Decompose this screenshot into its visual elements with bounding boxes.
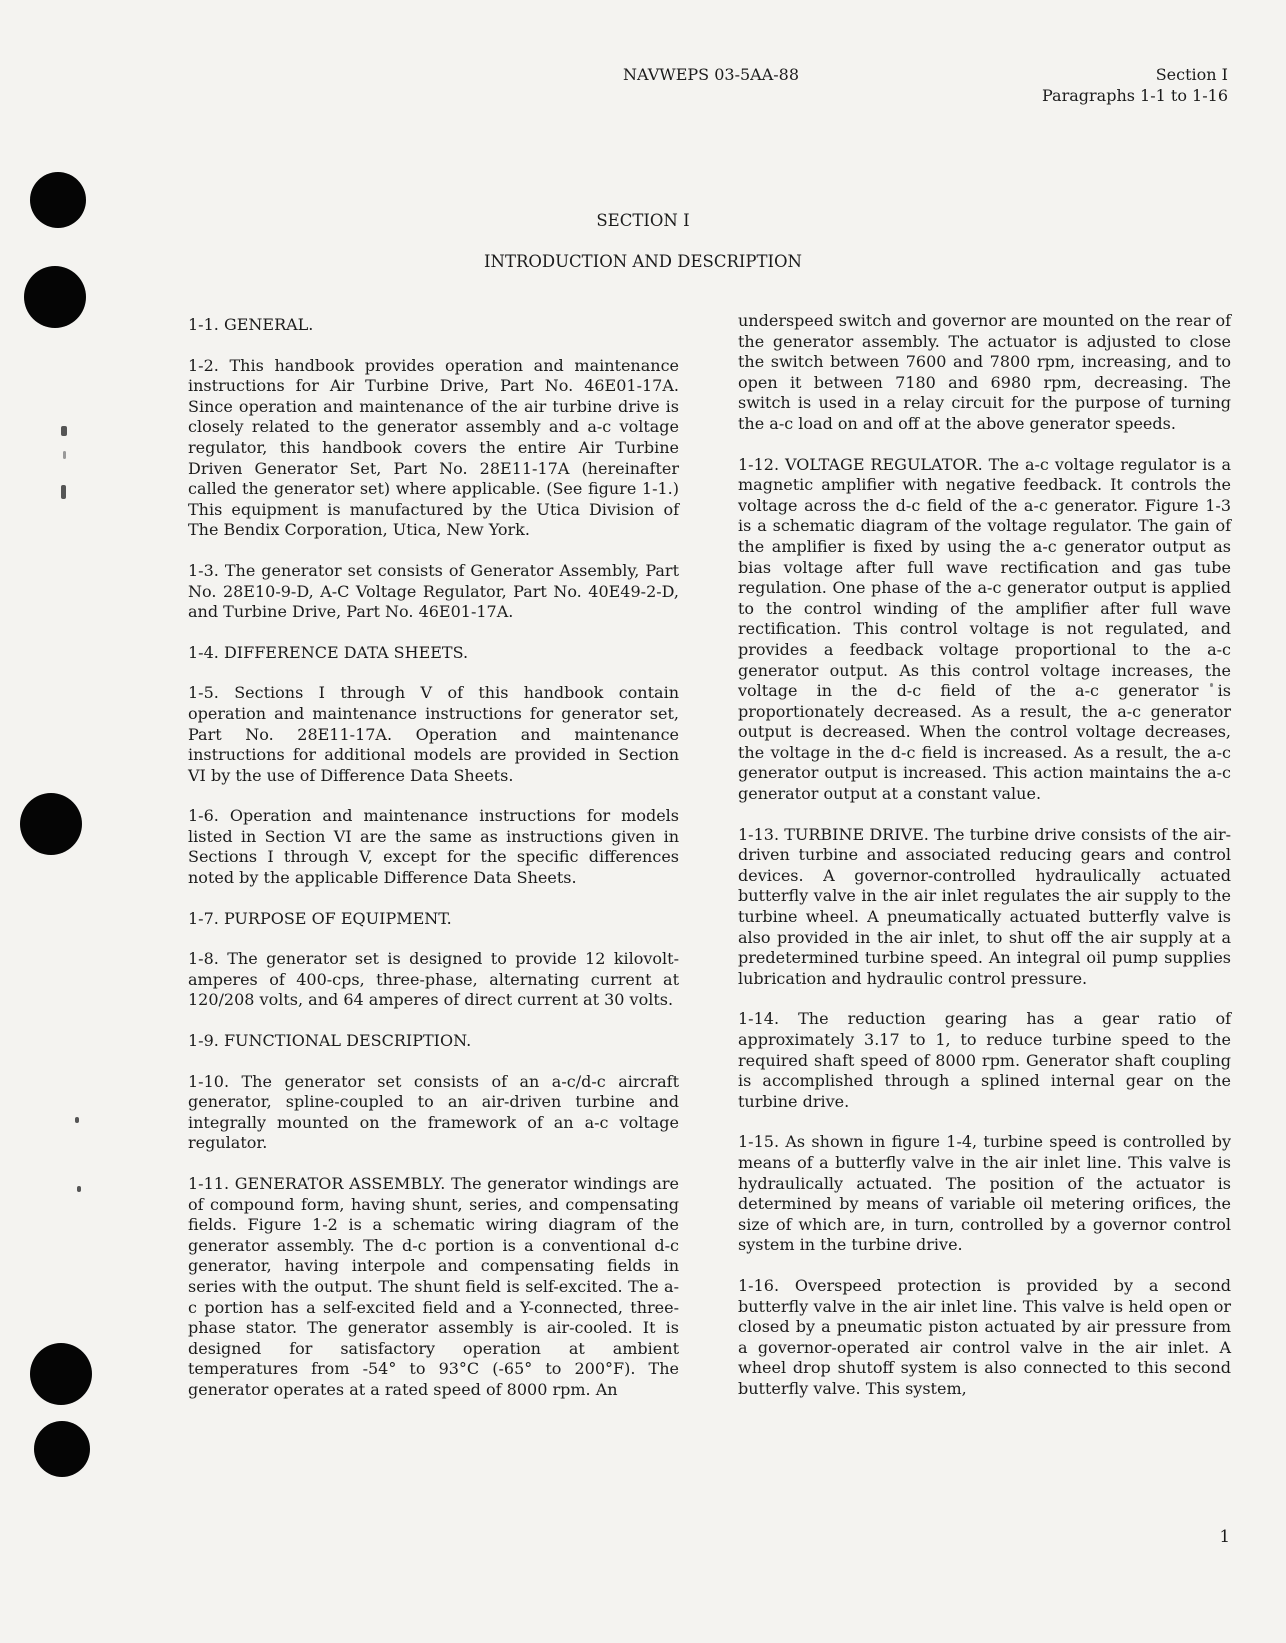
paragraph-1-10: 1-10. The generator set consists of an a-c/d-c aircraft generator, spline-coupled to an air-driven turbine and integrally mounted on the framework of an a-c voltage regulator.	[188, 1071, 679, 1153]
document-number: NAVWEPS 03-5AA-88	[622, 65, 800, 84]
binder-hole-5	[34, 1421, 90, 1477]
binder-hole-3	[20, 793, 82, 855]
paragraph-1-16: 1-16. Overspeed protection is provided by a second butterfly valve in the air inlet line. This valve is held open or closed by a pneumatic piston actuated by air pressure from a governor-operated air control valve in the air inlet. A wheel drop shutoff system is also connected to this second butterfly valve. This system,	[738, 1275, 1231, 1398]
page-number: 1	[1219, 1527, 1230, 1546]
paragraph-1-8: 1-8. The generator set is designed to provide 12 kilovolt-amperes of 400-cps, three-phase, alternating current at 120/208 volts, and 64 amperes of direct current at 30 volts.	[188, 949, 679, 1010]
paragraph-1-13: 1-13. TURBINE DRIVE. The turbine drive consists of the air-driven turbine and associated reducing gears and control devices. A governor-controlled hydraulically actuated butterfly valve in the air inlet regulates the air supply to the turbine wheel. A pneumatically actuated butterfly valve is also provided in the air inlet, to shut off the air supply at a predetermined turbine speed. An integral oil pump supplies lubrication and hydraulic control pressure.	[738, 824, 1231, 988]
paragraph-1-5: 1-5. Sections I through V of this handbook contain operation and maintenance instructions for generator set, Part No. 28E11-17A. Operation and maintenance instructions for additional models are provided in Section VI by the use of Difference Data Sheets.	[188, 683, 679, 785]
paragraph-1-14: 1-14. The reduction gearing has a gear ratio of approximately 3.17 to 1, to reduce turbine speed to the required shaft speed of 8000 rpm. Generator shaft coupling is accomplished through a splined internal gear on the turbine drive.	[738, 1009, 1231, 1111]
scan-speck	[61, 485, 66, 499]
header-section-info	[1042, 64, 1228, 106]
scan-speck	[75, 1117, 79, 1123]
paragraph-1-2: 1-2. This handbook provides operation and maintenance instructions for Air Turbine Drive, Part No. 46E01-17A. Since operation and maintenance of the air turbine drive is closely related to the generator assembly and a-c voltage regulator, this handbook covers the entire Air Turbine Driven Generator Set, Part No. 28E11-17A (hereinafter called the generator set) where applicable. (See figure 1-1.) This equipment is manufactured by the Utica Division of The Bendix Corporation, Utica, New York.	[188, 355, 679, 540]
paragraph-1-3: 1-3. The generator set consists of Generator Assembly, Part No. 28E10-9-D, A-C Voltage Regulator, Part No. 40E49-2-D, and Turbine Drive, Part No. 46E01-17A.	[188, 560, 679, 622]
paragraph-1-6: 1-6. Operation and maintenance instructions for models listed in Section VI are the same as instructions given in Sections I through V, except for the specific differences noted by the applicable Difference Data Sheets.	[188, 806, 679, 888]
section-title: SECTION I	[596, 211, 690, 230]
heading-1-1: 1-1. GENERAL.	[188, 315, 314, 334]
binder-hole-4	[30, 1343, 92, 1405]
paragraph-1-12: 1-12. VOLTAGE REGULATOR. The a-c voltage regulator is a magnetic amplifier with negative feedback. It controls the voltage across the d-c field of the a-c generator. Figure 1-3 is a schematic diagram of the voltage regulator. The gain of the amplifier is fixed by using the a-c generator output as bias voltage after full wave rectification and gas tube regulation. One phase of the a-c generator output is applied to the control winding of the amplifier after full wave rectification. This control voltage is not regulated, and provides a feedback voltage proportional to the a-c generator output. As this control voltage increases, the voltage in the d-c field of the a-c generator is proportionately decreased. As a result, the a-c generator output is decreased. When the control voltage decreases, the voltage in the d-c field is increased. As a result, the a-c generator output is increased. This action maintains the a-c generator output at a constant value.	[738, 454, 1231, 804]
paragraph-1-11: 1-11. GENERATOR ASSEMBLY. The generator windings are of compound form, having shunt, series, and compensating fields. Figure 1-2 is a schematic wiring diagram of the generator assembly. The d-c portion is a conventional d-c generator, having interpole and compensating fields in series with the output. The shunt field is self-excited. The a-c portion has a self-excited field and a Y-connected, three-phase stator. The generator assembly is air-cooled. It is designed for satisfactory operation at ambient temperatures from -54° to 93°C (-65° to 200°F). The generator operates at a rated speed of 8000 rpm. An	[188, 1174, 679, 1399]
paragraph-1-11-continued: underspeed switch and governor are mounted on the rear of the generator assembly. The actuator is adjusted to close the switch between 7600 and 7800 rpm, increasing, and to open it between 7180 and 6980 rpm, decreasing. The switch is used in a relay circuit for the purpose of turning the a-c load on and off at the above generator speeds.	[738, 311, 1231, 433]
scan-speck	[63, 451, 66, 459]
heading-1-7: 1-7. PURPOSE OF EQUIPMENT.	[188, 908, 452, 928]
scan-speck	[77, 1186, 81, 1192]
header-section: Section I	[1155, 65, 1228, 84]
section-subtitle: INTRODUCTION AND DESCRIPTION	[484, 252, 802, 271]
header-paragraphs: Paragraphs 1-1 to 1-16	[1042, 86, 1228, 105]
paragraph-1-15: 1-15. As shown in figure 1-4, turbine speed is controlled by means of a butterfly valve in the air inlet line. This valve is hydraulically actuated. The position of the actuator is determined by means of variable oil metering orifices, the size of which are, in turn, controlled by a governor control system in the turbine drive.	[738, 1132, 1231, 1255]
right-column	[738, 311, 1231, 1420]
heading-1-4: 1-4. DIFFERENCE DATA SHEETS.	[188, 642, 469, 662]
heading-1-9: 1-9. FUNCTIONAL DESCRIPTION.	[188, 1031, 472, 1051]
left-column	[188, 315, 679, 1421]
binder-hole-2	[24, 266, 86, 328]
scan-speck	[61, 426, 67, 436]
